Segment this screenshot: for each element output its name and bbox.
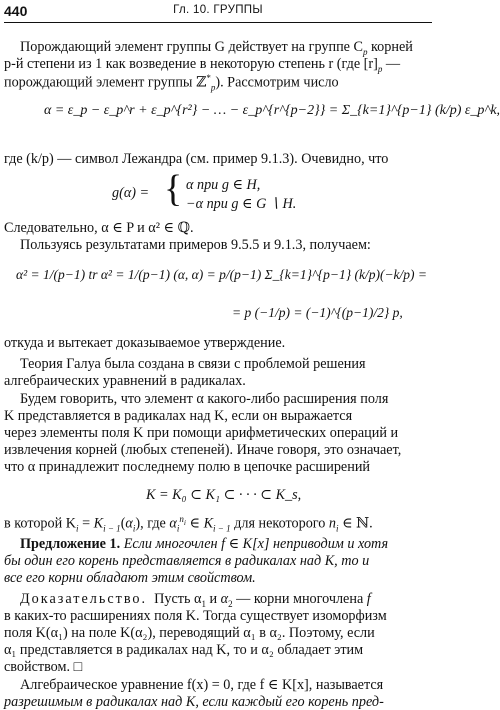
proposition-label: Предложение 1. <box>20 536 121 552</box>
text-line: извлечения корней (любых степеней). Иначе говоря, это означает, <box>4 442 402 458</box>
chapter-title: Гл. 10. ГРУППЫ <box>173 4 263 16</box>
text-line: Порождающий элемент группы G действует на группе $C_p$ корней <box>20 39 413 57</box>
text-line: α₁ представляется в радикалах над K, то и α₂ обладает этим <box>4 642 364 658</box>
equation-case-2: −α при g ∈ G ∖ H. <box>186 196 297 212</box>
text-line: Будем говорить, что элемент α какого-либо расширения поля <box>20 391 389 407</box>
equation-alpha-squared-2: = p (−1/p) = (−1)^{(p−1)/2} p, <box>232 305 403 320</box>
text-line: поля K(α₁) на поле K(α₂), переводящий α₁ в α₂. Поэтому, если <box>4 625 375 641</box>
text-line: свойством. □ <box>4 659 83 675</box>
text-line: где (k/p) — символ Лежандра (см. пример 9.1.3). Очевидно, что <box>4 151 389 167</box>
text-line: в которой $K_i = K_{i - 1}(\alpha_i)$, где $\alpha_i^{n_i}$ ∈ $K_{i - 1}$ для некоторого $n_i$ ∈ ℕ. <box>4 514 373 534</box>
text-line: K представляется в радикалах над K, если он выражается <box>4 408 353 424</box>
proof-line: Доказательство. Пусть $\alpha_1$ и $\alpha_2$ — корни многочлена f <box>20 591 371 609</box>
equation-alpha: α = ε_p − ε_p^r + ε_p^{r²} − … − ε_p^{r^{p−2}} = Σ_{k=1}^{p−1} (k/p) ε_p^k, <box>44 103 500 118</box>
equation-g-alpha-lhs: g(α) = <box>112 185 150 201</box>
text-line: порождающий элемент группы ℤ*$_p$). Рассмотрим число <box>4 73 339 93</box>
text-line: Следовательно, α ∈ P и α² ∈ ℚ. <box>4 220 194 236</box>
text-line: откуда и вытекает доказываемое утверждение. <box>4 335 286 351</box>
text-line: все его корни обладают этим свойством. <box>4 570 256 586</box>
running-header <box>4 2 432 24</box>
text-line: Алгебраическое уравнение f(x) = 0, где f ∈ K[x], называется <box>20 677 384 693</box>
text-line: алгебраических уравнений в радикалах. <box>4 373 246 389</box>
equation-alpha-squared-1: α² = 1/(p−1) tr α² = 1/(p−1) (α, α) = p/(p−1) Σ_{k=1}^{p−1} (k/p)(−k/p) = <box>16 267 428 282</box>
equation-case-1: α при g ∈ H, <box>186 177 261 193</box>
left-brace: { <box>164 168 183 210</box>
header-rule <box>4 22 432 23</box>
equation-chain: K = K₀ ⊂ K₁ ⊂ · · · ⊂ K_s, <box>146 487 302 503</box>
proof-label: Доказательство. <box>20 591 148 607</box>
text-line: Теория Галуа была создана в связи с проблемой решения <box>20 356 366 372</box>
text-line: разрешимым в радикалах над K, если каждый его корень пред- <box>4 694 384 710</box>
text-line: p-й степени из 1 как возведение в некоторую степень r (где $[r]_p$ — <box>4 56 401 74</box>
text-line: что α принадлежит последнему полю в цепочке расширений <box>4 459 370 475</box>
text-line: бы один его корень представляется в радикалах над K, то и <box>4 553 370 569</box>
text-line: в каких-то расширениях поля K. Тогда существует изоморфизм <box>4 608 387 624</box>
proposition-1: Предложение 1. Если многочлен f ∈ K[x] неприводим и хотя <box>20 536 389 552</box>
text-line: через элементы поля K при помощи арифметических операций и <box>4 425 399 441</box>
text-line: Пользуясь результатами примеров 9.5.5 и 9.1.3, получаем: <box>20 237 371 253</box>
page-number: 440 <box>4 3 28 19</box>
